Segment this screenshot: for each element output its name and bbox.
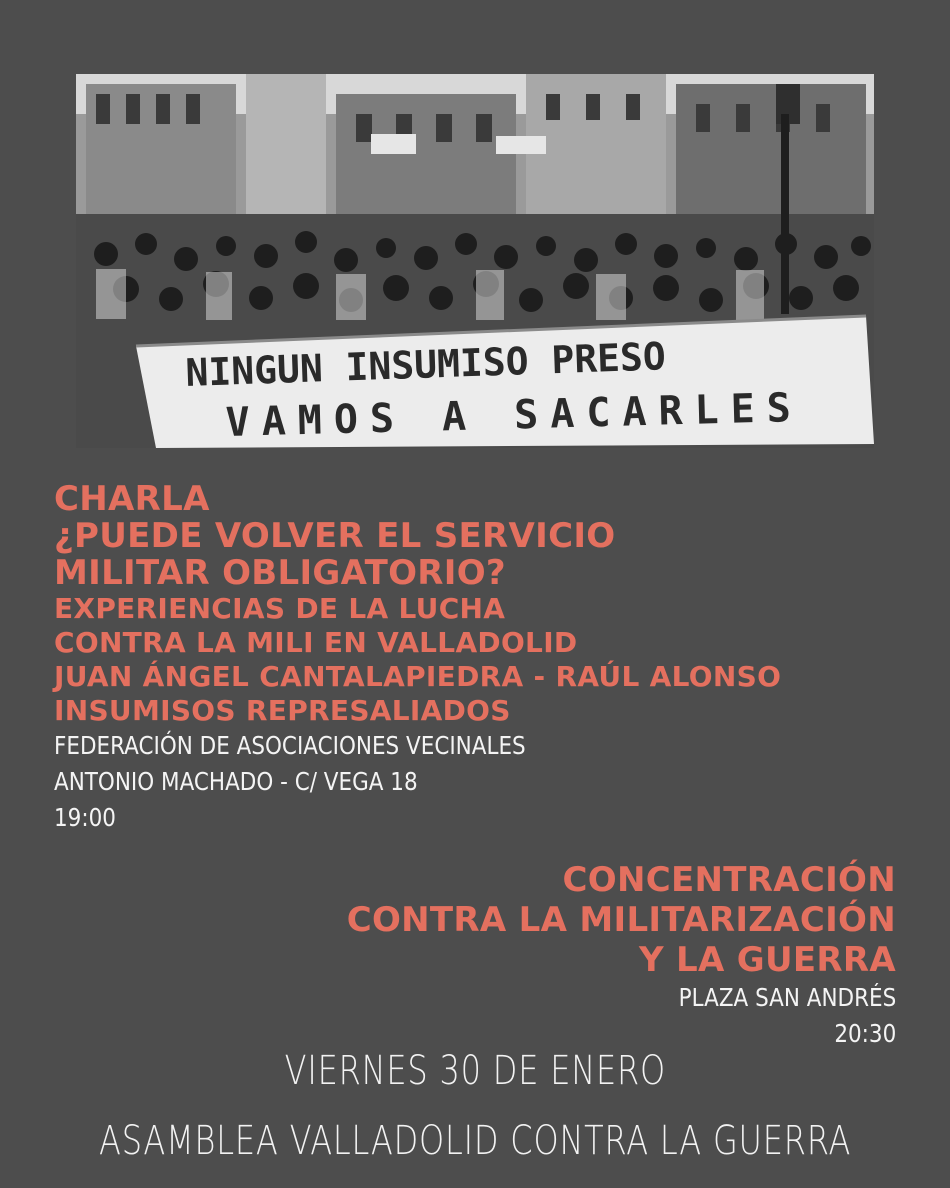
organizer <box>0 1118 950 1164</box>
talk-speakers: JUAN ÁNGEL CANTALAPIEDRA - RAÚL ALONSO <box>54 660 782 693</box>
talk-subtitle-line1: EXPERIENCIAS DE LA LUCHA <box>54 592 506 625</box>
talk-title-line2: MILITAR OBLIGATORIO? <box>54 553 506 593</box>
talk-label: CHARLA <box>54 479 210 519</box>
talk-time: 19:00 <box>54 803 116 832</box>
organizer-text: ASAMBLEA VALLADOLID CONTRA LA GUERRA <box>98 1118 852 1164</box>
rally-time: 20:30 <box>834 1019 896 1048</box>
talk-title-line1: ¿PUEDE VOLVER EL SERVICIO <box>54 516 616 556</box>
rally-title-line2: CONTRA LA MILITARIZACIÓN <box>346 900 896 940</box>
rally-title-line1: CONCENTRACIÓN <box>562 860 896 900</box>
talk-speakers-role: INSUMISOS REPRESALIADOS <box>54 694 511 727</box>
banner-line1: NINGUN INSUMISO PRESO <box>184 334 667 395</box>
rally-title-line3: Y LA GUERRA <box>639 940 896 980</box>
event-date-text: VIERNES 30 DE ENERO <box>284 1048 666 1094</box>
talk-venue-line2: ANTONIO MACHADO - C/ VEGA 18 <box>54 767 418 796</box>
talk-subtitle-line2: CONTRA LA MILI EN VALLADOLID <box>54 626 578 659</box>
banner-line2: VAMOS A SACARLES <box>225 384 804 446</box>
talk-section <box>54 481 914 836</box>
rally-section <box>347 860 896 1052</box>
talk-venue-line1: FEDERACIÓN DE ASOCIACIONES VECINALES <box>54 731 526 760</box>
protest-photo <box>76 74 874 448</box>
rally-place: PLAZA SAN ANDRÉS <box>678 983 896 1012</box>
event-date <box>0 1048 950 1094</box>
